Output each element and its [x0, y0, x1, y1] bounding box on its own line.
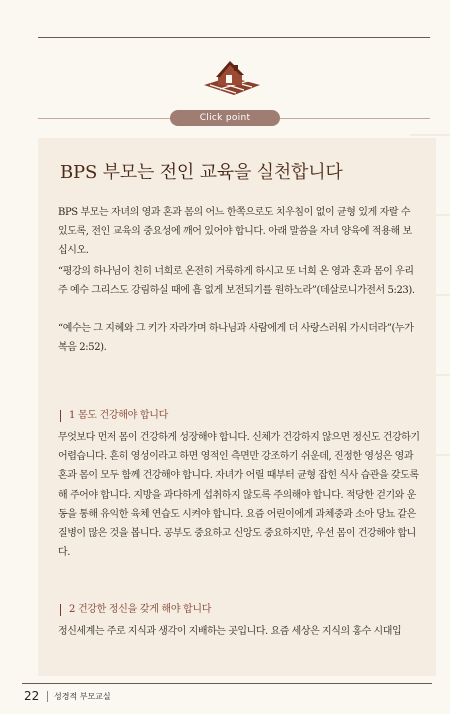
- scripture-quote-2: “예수는 그 지혜와 그 키가 자라가며 하나님과 사람에게 더 사랑스러워 가시더라”(누가복음 2:52).: [58, 323, 414, 353]
- footer-separator: [47, 691, 48, 702]
- section-2-title: 2 건강한 정신을 갖게 해야 합니다: [60, 604, 211, 616]
- house-icon: [200, 55, 264, 99]
- headline-emphasis: 전인 교육: [159, 162, 234, 183]
- page-headline: [60, 158, 420, 184]
- scripture-quote-1: “평강의 하나님이 친히 너희로 온전히 거룩하게 하시고 또 너희 온 영과 혼과 몸이 우리 주 예수 그리스도 강림하실 때에 흠 없게 보전되기를 원하노라”(데살로니가전서 5:23).: [58, 266, 415, 296]
- intro-paragraph: BPS 부모는 자녀의 영과 혼과 몸의 어느 한쪽으로도 치우침이 없이 균형 있게 자랄 수 있도록, 전인 교육의 중요성에 깨어 있어야 합니다. 아래 말씀을 자녀 양육에 적용해 보십시오.: [58, 207, 412, 256]
- click-point-label: Click point: [170, 110, 280, 126]
- section-1-text: 무엇보다 먼저 몸이 건강하게 성장해야 합니다. 신체가 건강하지 않으면 정신도 건강하기 어렵습니다. 흔히 영성이라고 하면 영적인 측면만 강조하기 쉬운데, 진정한 영성은 영과 혼과 몸이 모두 함께 건강해야 합니다. 자녀가 어릴 때부터 균형 잡힌 식사 습관을 갖도록 해 주어야 합니다. 지방을 과다하게 섭취하지 않도록 주의해야 합니다. 적당한 걷기와 운동을 통해 유익한 육체 연습도 시켜야 합니다. 요즘 어린이에게 과체중과 소아 당뇨 같은 질병이 많은 것을 봅니다. 공부도 중요하고 신앙도 중요하지만, 우선 몸이 건강해야 합니다.: [58, 432, 420, 559]
- headline-lead: BPS 부모는: [60, 162, 160, 183]
- book-title: 성경적 부모교실: [54, 692, 111, 701]
- section-1-title: 1 몸도 건강해야 합니다: [60, 410, 168, 422]
- top-rule: [38, 37, 430, 38]
- bottom-rule: [22, 683, 432, 684]
- section-2-text: 정신세계는 주로 지식과 생각이 지배하는 곳입니다. 요즘 세상은 지식의 홍수 시대입: [58, 626, 402, 637]
- page-number: 22: [24, 689, 40, 703]
- headline-tail: 을 실천합니다: [233, 162, 343, 183]
